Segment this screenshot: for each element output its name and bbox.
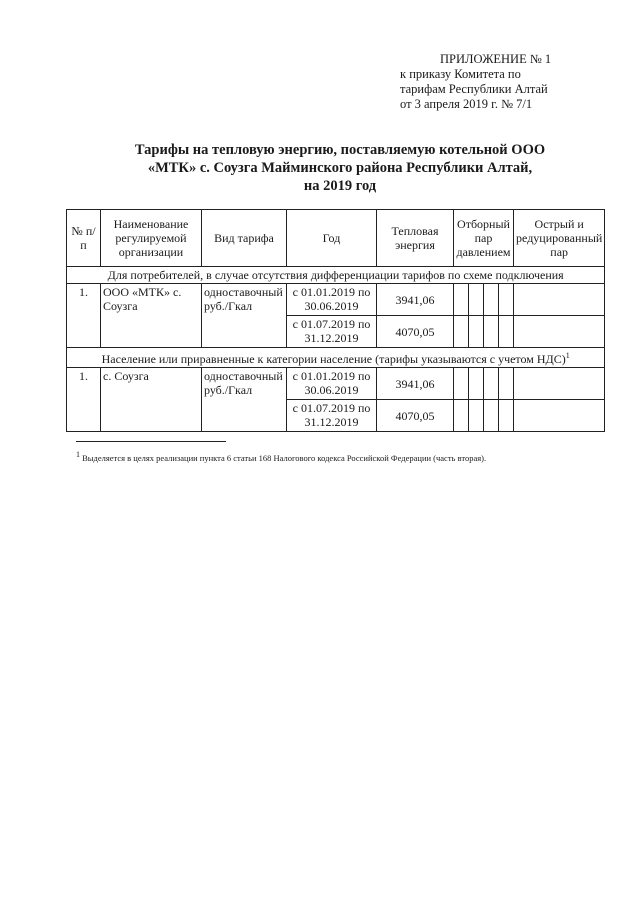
annex-block xyxy=(400,52,620,112)
empty-cell xyxy=(454,368,469,400)
annex-line-1: ПРИЛОЖЕНИЕ № 1 xyxy=(440,52,552,66)
empty-cell xyxy=(514,284,605,316)
annex-line-3: тарифам Республики Алтай xyxy=(400,82,548,96)
header-org: Наименование регулируемой организации xyxy=(101,210,202,267)
empty-cell xyxy=(469,316,484,348)
empty-cell xyxy=(484,400,499,432)
empty-cell xyxy=(484,316,499,348)
row-period: с 01.07.2019 по 31.12.2019 xyxy=(287,316,377,348)
annex-line-2: к приказу Комитета по xyxy=(400,67,521,81)
empty-cell xyxy=(454,284,469,316)
empty-cell xyxy=(499,368,514,400)
header-row xyxy=(67,210,605,267)
tariff-table xyxy=(66,209,605,432)
empty-cell xyxy=(514,316,605,348)
row-num: 1. xyxy=(67,368,101,432)
header-kind: Вид тарифа xyxy=(202,210,287,267)
document-title xyxy=(110,141,570,195)
section-row-1 xyxy=(67,267,605,284)
row-org: ООО «МТК» с. Соузга xyxy=(101,284,202,348)
row-period: с 01.01.2019 по 30.06.2019 xyxy=(287,368,377,400)
empty-cell xyxy=(484,284,499,316)
annex-line-4: от 3 апреля 2019 г. № 7/1 xyxy=(400,97,533,111)
row-kind: одноставочный руб./Гкал xyxy=(202,368,287,432)
header-hot: Острый и редуцированный пар xyxy=(514,210,605,267)
row-heat: 3941,06 xyxy=(377,284,454,316)
empty-cell xyxy=(514,368,605,400)
footnote xyxy=(76,450,486,463)
section-1-label: Для потребителей, в случае отсутствия дифференциации тарифов по схеме подключения xyxy=(67,267,605,284)
section-2-label: Население или приравненные к категории население (тарифы указываются с учетом НДС) xyxy=(101,352,566,366)
table-row xyxy=(67,284,605,316)
empty-cell xyxy=(454,400,469,432)
empty-cell xyxy=(499,400,514,432)
empty-cell xyxy=(514,400,605,432)
row-period: с 01.07.2019 по 31.12.2019 xyxy=(287,400,377,432)
empty-cell xyxy=(499,284,514,316)
row-num: 1. xyxy=(67,284,101,348)
title-line-2: «МТК» с. Соузга Майминского района Республики Алтай, xyxy=(147,160,533,176)
footnote-ref: 1 xyxy=(565,351,570,360)
row-org: с. Соузга xyxy=(101,368,202,432)
empty-cell xyxy=(484,368,499,400)
empty-cell xyxy=(469,368,484,400)
table-row xyxy=(67,368,605,400)
empty-cell xyxy=(454,316,469,348)
header-steam: Отборный пар давлением xyxy=(454,210,514,267)
footnote-mark: 1 xyxy=(76,450,80,459)
title-line-3: на 2019 год xyxy=(303,178,377,194)
header-num: № п/п xyxy=(67,210,101,267)
section-2-cell xyxy=(67,348,605,368)
header-heat: Тепловая энергия xyxy=(377,210,454,267)
row-heat: 3941,06 xyxy=(377,368,454,400)
empty-cell xyxy=(469,400,484,432)
footnote-divider xyxy=(76,441,226,442)
row-period: с 01.01.2019 по 30.06.2019 xyxy=(287,284,377,316)
footnote-text: Выделяется в целях реализации пункта 6 статьи 168 Налогового кодекса Российской Федерации (часть вторая). xyxy=(82,452,487,463)
empty-cell xyxy=(499,316,514,348)
title-line-1: Тарифы на тепловую энергию, поставляемую котельной ООО xyxy=(134,142,546,158)
row-heat: 4070,05 xyxy=(377,316,454,348)
row-kind: одноставочный руб./Гкал xyxy=(202,284,287,348)
row-heat: 4070,05 xyxy=(377,400,454,432)
empty-cell xyxy=(469,284,484,316)
section-row-2 xyxy=(67,348,605,368)
header-period: Год xyxy=(287,210,377,267)
